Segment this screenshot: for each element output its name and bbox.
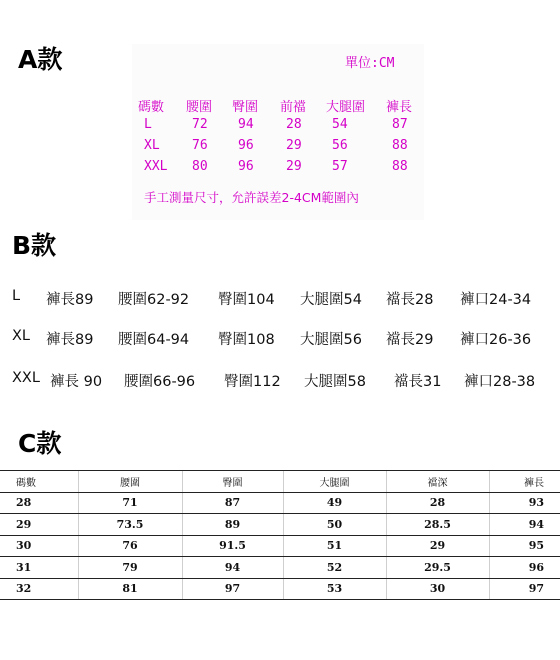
table-cell: 56 <box>332 138 348 153</box>
table-cell: 29.5 <box>386 557 489 579</box>
table-header-cell: 腰圍 <box>186 100 213 115</box>
section-a-title: A款 <box>18 45 63 74</box>
table-header-cell: 大腿圍 <box>283 471 386 493</box>
measurement: 臀圍112 <box>224 374 281 390</box>
measurement: 褲口28-38 <box>464 374 536 390</box>
table-header-cell: 腰圍 <box>78 471 182 493</box>
table-cell: 93 <box>489 492 560 514</box>
section-c-title: C款 <box>18 429 62 458</box>
table-header-cell: 前襠 <box>280 100 307 115</box>
table-cell: 29 <box>286 138 302 153</box>
table-cell: 53 <box>283 578 386 600</box>
table-cell: 96 <box>489 557 560 579</box>
table-header-cell: 褲長 <box>386 100 413 115</box>
table-cell: 57 <box>332 159 348 174</box>
table-cell: 52 <box>283 557 386 579</box>
table-cell: 28.5 <box>386 514 489 536</box>
table-row <box>0 535 560 557</box>
measurement: 腰圍62-92 <box>118 292 190 308</box>
measurement: 臀圍104 <box>218 292 275 308</box>
table-cell: 97 <box>182 578 283 600</box>
table-cell: 79 <box>78 557 182 579</box>
table-cell: 29 <box>386 535 489 557</box>
section-c-size-table <box>0 470 560 600</box>
list-item <box>0 370 560 394</box>
table-cell: 76 <box>192 138 208 153</box>
section-b-title: B款 <box>12 231 57 260</box>
table-row <box>0 514 560 536</box>
table-row <box>0 557 560 579</box>
measurement: 褲長 90 <box>50 374 103 390</box>
table-cell: 89 <box>182 514 283 536</box>
size-label: L <box>12 288 21 304</box>
measurement: 大腿圍58 <box>304 374 366 390</box>
table-cell: 87 <box>392 117 408 132</box>
table-cell: 95 <box>489 535 560 557</box>
measurement: 襠長28 <box>386 292 434 308</box>
table-cell: 49 <box>283 492 386 514</box>
measurement: 褲長89 <box>46 332 94 348</box>
size-label: XXL <box>12 370 40 386</box>
table-header-row <box>0 471 560 493</box>
measurement: 大腿圍54 <box>300 292 362 308</box>
measurement: 襠長31 <box>394 374 442 390</box>
table-cell: 81 <box>78 578 182 600</box>
measurement: 臀圍108 <box>218 332 275 348</box>
table-cell: 71 <box>78 492 182 514</box>
table-header-cell: 大腿圍 <box>326 100 366 115</box>
measurement: 大腿圍56 <box>300 332 362 348</box>
measurement: 褲口26-36 <box>460 332 532 348</box>
table-cell: 88 <box>392 159 408 174</box>
section-a-note: 手工測量尺寸，允許誤差2-4CM範圍內 <box>144 190 359 205</box>
table-cell: 29 <box>0 514 78 536</box>
table-cell: 88 <box>392 138 408 153</box>
table-cell: 32 <box>0 578 78 600</box>
table-cell: 80 <box>192 159 208 174</box>
list-item <box>0 328 560 352</box>
section-a-unit: 單位:CM <box>345 56 395 71</box>
table-header-cell: 褲長 <box>489 471 560 493</box>
table-cell: 94 <box>182 557 283 579</box>
table-cell: 28 <box>386 492 489 514</box>
table-row <box>0 492 560 514</box>
table-header-cell: 碼數 <box>0 471 78 493</box>
table-cell: 97 <box>489 578 560 600</box>
table-cell: 76 <box>78 535 182 557</box>
measurement: 褲口24-34 <box>460 292 532 308</box>
table-cell: 94 <box>238 117 254 132</box>
table-cell: 54 <box>332 117 348 132</box>
table-header-cell: 碼數 <box>138 100 165 115</box>
table-cell: XXL <box>144 159 168 174</box>
table-cell: 28 <box>0 492 78 514</box>
table-cell: 87 <box>182 492 283 514</box>
table-cell: L <box>144 117 152 132</box>
table-cell: 50 <box>283 514 386 536</box>
table-cell: 94 <box>489 514 560 536</box>
table-cell: 28 <box>286 117 302 132</box>
table-header-cell: 臀圍 <box>232 100 259 115</box>
table-cell: 30 <box>386 578 489 600</box>
list-item <box>0 288 560 312</box>
table-header-cell: 襠深 <box>386 471 489 493</box>
measurement: 襠長29 <box>386 332 434 348</box>
table-row <box>0 578 560 600</box>
table-cell: 31 <box>0 557 78 579</box>
table-cell: 96 <box>238 159 254 174</box>
measurement: 腰圍66-96 <box>124 374 196 390</box>
measurement: 褲長89 <box>46 292 94 308</box>
table-cell: 73.5 <box>78 514 182 536</box>
table-cell: 91.5 <box>182 535 283 557</box>
table-cell: 51 <box>283 535 386 557</box>
table-cell: 30 <box>0 535 78 557</box>
table-cell: 96 <box>238 138 254 153</box>
table-cell: XL <box>144 138 160 153</box>
table-header-cell: 臀圍 <box>182 471 283 493</box>
size-label: XL <box>12 328 31 344</box>
measurement: 腰圍64-94 <box>118 332 190 348</box>
table-cell: 72 <box>192 117 208 132</box>
table-cell: 29 <box>286 159 302 174</box>
